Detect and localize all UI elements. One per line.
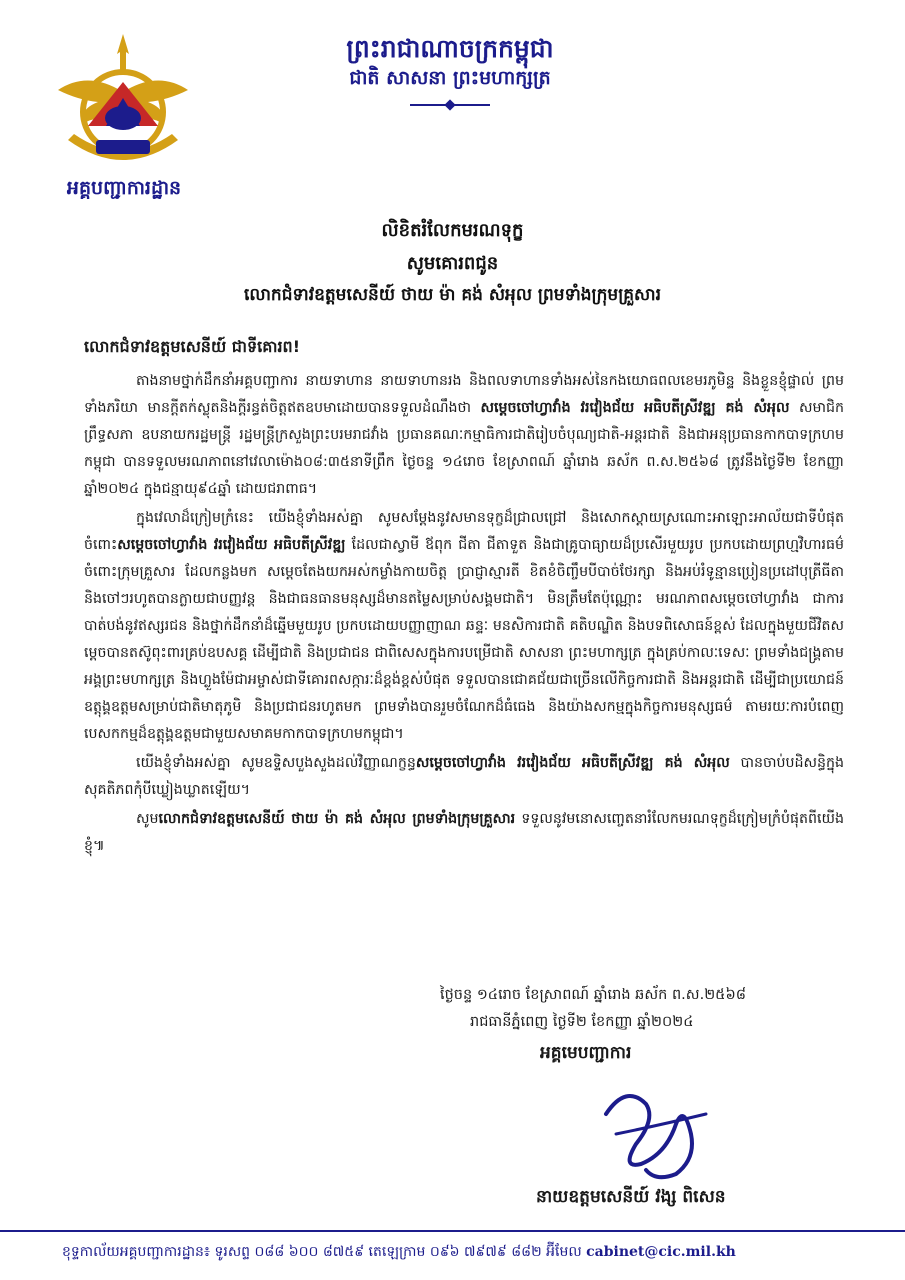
footer-rule — [0, 1230, 905, 1232]
army-emblem-icon — [48, 30, 198, 180]
paragraph-3: យើងខ្ញុំទាំងអស់គ្នា សូមឧទ្ទិសបួងសួងដល់វិញ្ញាណក្ខន្ធសម្តេចចៅហ្វាវាំង វរវៀងជ័យ អធិបតីស្រីវឌ្ឍ គង់ សំអុល បានចាប់បដិសន្ធិក្នុងសុគតិភពកុំបីឃ្លៀងឃ្លាតឡើយ។ — [84, 755, 845, 798]
hq-label: អគ្គបញ្ជាការដ្ឋាន — [66, 177, 182, 199]
national-motto: ជាតិ សាសនា ព្រះមហាក្សត្រ — [349, 67, 551, 89]
letter-recipient: លោកជំទាវឧត្តមសេនីយ៍ ថាយ ម៉ា គង់ សំអុល ព្រមទាំងក្រុមគ្រួសារ — [243, 285, 662, 305]
kingdom-title: ព្រះរាជាណាចក្រកម្ពុជា — [346, 34, 554, 63]
signer-name: នាយឧត្តមសេនីយ៍ វង្ស ពិសេន — [536, 1187, 726, 1207]
salutation: លោកជំទាវឧត្តមសេនីយ៍ ជាទីគោរព! — [84, 337, 300, 356]
paragraph-4: សូមលោកជំទាវឧត្តមសេនីយ៍ ថាយ ម៉ា គង់ សំអុល ព្រមទាំងក្រុមគ្រួសារ ទទួលនូវមនោសញ្ចេតនារំលែកមរណទុក្ខដ៏ក្រៀមក្រំបំផុតពីយើងខ្ញុំ៕ — [84, 811, 844, 854]
letter-addressed-to-label: សូមគោរពជូន — [406, 253, 499, 274]
motto-divider — [410, 104, 490, 106]
signer-title: អគ្គមេបញ្ជាការ — [540, 1043, 632, 1063]
place-date: រាជធានីភ្នំពេញ ថ្ងៃទី២ ខែកញ្ញា ឆ្នាំ២០២៤ — [470, 1014, 694, 1030]
lunar-date: ថ្ងៃចន្ទ ១៤រោច ខែស្រាពណ៍ ឆ្នាំរោង ឆស័ក ព.ស.២៥៦៨ — [440, 987, 746, 1003]
letter-body — [84, 368, 844, 862]
signature — [586, 1074, 726, 1184]
footer-email[interactable]: cabinet@cic.mil.kh — [586, 1244, 736, 1260]
letter-title: លិខិតរំលែកមរណទុក្ខ — [381, 220, 524, 241]
paragraph-1: តាងនាមថ្នាក់ដឹកនាំអគ្គបញ្ជាការ នាយទាហាន នាយទាហានរង និងពលទាហានទាំងអស់នៃកងយោធពលខេមរភូមិន្ទ និងខ្លួនខ្ញុំផ្ទាល់ ព្រមទាំងភរិយា មានក្តីតក់ស្លុតនិងក្តីរន្ធត់ចិត្តឥតឧបមាដោយបានទទួលដំណឹងថា សម្តេចចៅហ្វាវាំង វរវៀងជ័យ អធិបតីស្រីវឌ្ឍ គង់ សំអុល សមាជិកព្រឹទ្ធសភា ឧបនាយករដ្ឋមន្ត្រី រដ្ឋមន្ត្រីក្រសួងព្រះបរមរាជវាំង ប្រធានគណៈកម្មាធិការជាតិរៀបចំបុណ្យជាតិ-អន្តរជាតិ និងជាអនុប្រធានកាកបាទក្រហមកម្ពុជា បានទទួលមរណភាពនៅវេលាម៉ោង០៨:៣៥នាទីព្រឹក ថ្ងៃចន្ទ ១៤រោច ខែស្រាពណ៍ ឆ្នាំរោង ឆស័ក ព.ស.២៥៦៨ ត្រូវនឹងថ្ងៃទី២ ខែកញ្ញា ឆ្នាំ២០២៤ ក្នុងជន្មាយុ៩៤ឆ្នាំ ដោយជរាពាធ។ — [84, 373, 844, 497]
footer-contact: ខុទ្ទកាល័យអគ្គបញ្ជាការដ្ឋាន៖ ទូរសព្ទ ០៨៨ ៦០០ ៨៧៥៩ តេឡេក្រាម ០៩៦ ៧៩៧៩ ៨៨២ អ៊ីមែល cabinet@cic.mil.kh — [62, 1244, 736, 1260]
paragraph-2: ក្នុងវេលាដ៏ក្រៀមក្រំនេះ យើងខ្ញុំទាំងអស់គ្នា សូមសម្តែងនូវសមានទុក្ខដ៏ជ្រាលជ្រៅ និងសោកស្តាយស្រណោះអាឡោះអាល័យជាទីបំផុតចំពោះសម្តេចចៅហ្វាវាំង វរវៀងជ័យ អធិបតីស្រីវឌ្ឍ ដែលជាស្វាមី ឪពុក ជីតា ជីតាទួត និងជាគ្រូបាធ្យាយដ៏ប្រសើរមួយរូប ប្រកបដោយព្រហ្មវិហារធម៌ ចំពោះក្រុមគ្រួសារ ដែលកន្លងមក សម្តេចតែងយកអស់កម្លាំងកាយចិត្ត ប្រាជ្ញាស្មារតី ខិតខំចិញ្ចឹមបីបាច់ថែរក្សា និងអប់រំទូន្មានប្រៀនប្រដៅបុត្រីធីតា និងចៅៗរហូតបានក្លាយជាបញ្ញវន្ត និងជាធនធានមនុស្សដ៏មានតម្លៃសម្រាប់សង្គមជាតិ។ មិនត្រឹមតែប៉ុណ្ណោះ មរណភាពសម្តេចចៅហ្វាវាំង ជាការបាត់បង់នូវឥស្សរជន និងថ្នាក់ដឹកនាំដ៏ឆ្នើមមួយរូប ប្រកបដោយបញ្ញាញាណ ឆន្ទៈ មនសិការជាតិ គតិបណ្ឌិត និងបទពិសោធន៍ខ្ពស់ ដែលក្នុងមួយជីវិតសម្តេចបានតស៊ូពុះពារគ្រប់ឧបសគ្គ ដើម្បីជាតិ និងប្រជាជន ជាពិសេសក្នុងការបម្រើជាតិ សាសនា ព្រះមហាក្សត្រ ក្នុងគ្រប់កាលៈទេសៈ ព្រមទាំងជង្គ្រតាមអង្គព្រះមហាក្សត្រ និងហ្លួងម៉ែជាអម្ចាស់ជាទីគោរពសក្ការៈដ៏ខ្ពង់ខ្ពស់បំផុត ទទួលបានជោគជ័យជាច្រើនលើកិច្ចការជាតិ និងអន្តរជាតិ ដើម្បីជាប្រយោជន៍ឧត្តុង្គឧត្តមសម្រាប់ជាតិមាតុភូមិ និងប្រជាជនរហូតមក ព្រមទាំងបានរួមចំណែកដ៏ធំធេង និងយ៉ាងសកម្មក្នុងកិច្ចការមនុស្សធម៌ តាមរយៈការបំពេញបេសកកម្មដ៏ឧត្តុង្គឧត្តមជាមួយសមាគមកាកបាទក្រហមកម្ពុជា។ — [84, 510, 844, 742]
